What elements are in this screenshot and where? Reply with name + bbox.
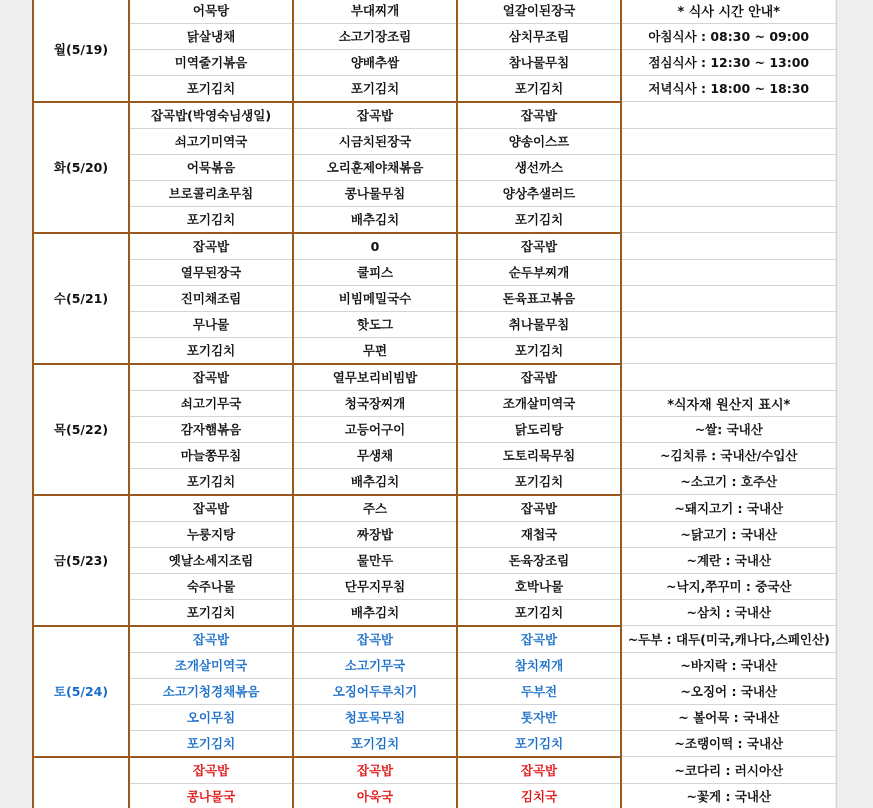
breakfast-item: 브로콜리초무침: [129, 180, 293, 206]
lunch-item: 잡곡밥: [293, 757, 457, 784]
breakfast-item: 무나물: [129, 311, 293, 337]
lunch-item: 단무지무침: [293, 573, 457, 599]
breakfast-item: 누룽지탕: [129, 521, 293, 547]
info-empty-cell: [621, 128, 836, 154]
lunch-item: 비빔메밀국수: [293, 285, 457, 311]
dinner-item: 포기김치: [457, 206, 621, 233]
breakfast-item: 쇠고기무국: [129, 390, 293, 416]
breakfast-item: 오이무침: [129, 704, 293, 730]
lunch-item: 소고기무국: [293, 652, 457, 678]
menu-row: [33, 233, 836, 260]
origin-item: ~코다리 : 러시아산: [621, 757, 836, 784]
dinner-item: 재첩국: [457, 521, 621, 547]
lunch-item: 배추김치: [293, 599, 457, 626]
breakfast-item: 조개살미역국: [129, 652, 293, 678]
dinner-item: 잡곡밥: [457, 626, 621, 653]
dinner-item: 얼갈이된장국: [457, 0, 621, 23]
origin-item: ~바지락 : 국내산: [621, 652, 836, 678]
left-margin: [0, 0, 32, 808]
origin-item: ~김치류 : 국내산/수입산: [621, 442, 836, 468]
breakfast-item: 포기김치: [129, 599, 293, 626]
meal-time-item: 저녁식사 : 18:00 ~ 18:30: [621, 75, 836, 102]
menu-row: [33, 23, 836, 49]
breakfast-item: 미역줄기볶음: [129, 49, 293, 75]
weekly-menu-table: [32, 0, 837, 808]
dinner-item: 양송이스프: [457, 128, 621, 154]
origin-item: ~두부 : 대두(미국,캐나다,스페인산): [621, 626, 836, 653]
breakfast-item: 어묵볶음: [129, 154, 293, 180]
breakfast-item: 잡곡밥: [129, 364, 293, 391]
breakfast-item: 마늘쫑무침: [129, 442, 293, 468]
menu-row: [33, 49, 836, 75]
breakfast-item: 잡곡밥: [129, 495, 293, 522]
menu-row: [33, 599, 836, 626]
dinner-item: 조개살미역국: [457, 390, 621, 416]
dinner-item: 양상추샐러드: [457, 180, 621, 206]
origin-item: ~닭고기 : 국내산: [621, 521, 836, 547]
menu-row: [33, 259, 836, 285]
dinner-item: 돈육표고볶음: [457, 285, 621, 311]
menu-row: [33, 573, 836, 599]
origin-item: ~돼지고기 : 국내산: [621, 495, 836, 522]
meal-time-title: * 식사 시간 안내*: [621, 0, 836, 23]
breakfast-item: 잡곡밥: [129, 233, 293, 260]
menu-row: [33, 495, 836, 522]
info-empty-cell: [621, 311, 836, 337]
lunch-item: 소고기장조림: [293, 23, 457, 49]
lunch-item: 포기김치: [293, 730, 457, 757]
menu-row: [33, 311, 836, 337]
origin-item: ~쌀: 국내산: [621, 416, 836, 442]
breakfast-item: 열무된장국: [129, 259, 293, 285]
menu-row: [33, 285, 836, 311]
breakfast-item: 숙주나물: [129, 573, 293, 599]
info-empty-cell: [621, 285, 836, 311]
breakfast-item: 잡곡밥: [129, 757, 293, 784]
lunch-item: 오리훈제야채볶음: [293, 154, 457, 180]
breakfast-item: 감자햄볶음: [129, 416, 293, 442]
lunch-item: 핫도그: [293, 311, 457, 337]
lunch-item: 고등어구이: [293, 416, 457, 442]
breakfast-item: 포기김치: [129, 206, 293, 233]
day-label: [33, 757, 129, 808]
breakfast-item: 포기김치: [129, 75, 293, 102]
dinner-item: 삼치무조림: [457, 23, 621, 49]
info-empty-cell: [621, 364, 836, 391]
info-empty-cell: [621, 102, 836, 129]
dinner-item: 김치국: [457, 783, 621, 808]
lunch-item: 잡곡밥: [293, 102, 457, 129]
breakfast-item: 옛날소세지조림: [129, 547, 293, 573]
lunch-item: 주스: [293, 495, 457, 522]
lunch-item: 청국장찌개: [293, 390, 457, 416]
dinner-item: 호박나물: [457, 573, 621, 599]
lunch-item: 부대찌개: [293, 0, 457, 23]
menu-row: [33, 128, 836, 154]
menu-row: [33, 678, 836, 704]
menu-row: [33, 337, 836, 364]
origin-item: ~꽃게 : 국내산: [621, 783, 836, 808]
menu-row: [33, 180, 836, 206]
lunch-item: 잡곡밥: [293, 626, 457, 653]
meal-time-item: 아침식사 : 08:30 ~ 09:00: [621, 23, 836, 49]
info-empty-cell: [621, 259, 836, 285]
dinner-item: 잡곡밥: [457, 495, 621, 522]
info-empty-cell: [621, 180, 836, 206]
breakfast-item: 소고기청경채볶음: [129, 678, 293, 704]
breakfast-item: 쇠고기미역국: [129, 128, 293, 154]
menu-row: [33, 757, 836, 784]
breakfast-item: 포기김치: [129, 337, 293, 364]
lunch-item: 시금치된장국: [293, 128, 457, 154]
menu-row: [33, 75, 836, 102]
day-label: 토(5/24): [33, 626, 129, 757]
lunch-item: 오징어두루치기: [293, 678, 457, 704]
dinner-item: 포기김치: [457, 75, 621, 102]
info-empty-cell: [621, 233, 836, 260]
dinner-item: 톳자반: [457, 704, 621, 730]
menu-row: [33, 416, 836, 442]
lunch-item: 물만두: [293, 547, 457, 573]
dinner-item: 도토리묵무침: [457, 442, 621, 468]
menu-row: [33, 102, 836, 129]
meal-time-item: 점심식사 : 12:30 ~ 13:00: [621, 49, 836, 75]
origin-item: ~조랭이떡 : 국내산: [621, 730, 836, 757]
day-label: 금(5/23): [33, 495, 129, 626]
dinner-item: 참나물무침: [457, 49, 621, 75]
origin-item: ~삼치 : 국내산: [621, 599, 836, 626]
breakfast-item: 포기김치: [129, 468, 293, 495]
lunch-item: 배추김치: [293, 468, 457, 495]
info-empty-cell: [621, 206, 836, 233]
menu-row: [33, 704, 836, 730]
info-empty-cell: [621, 337, 836, 364]
lunch-item: 짜장밥: [293, 521, 457, 547]
origin-title: *식자재 원산지 표시*: [621, 390, 836, 416]
lunch-item: 콩나물무침: [293, 180, 457, 206]
day-label: 수(5/21): [33, 233, 129, 364]
dinner-item: 포기김치: [457, 337, 621, 364]
dinner-item: 순두부찌개: [457, 259, 621, 285]
day-label: 화(5/20): [33, 102, 129, 233]
lunch-item: 무생채: [293, 442, 457, 468]
dinner-item: 포기김치: [457, 468, 621, 495]
day-label: 목(5/22): [33, 364, 129, 495]
menu-row: [33, 547, 836, 573]
dinner-item: 포기김치: [457, 730, 621, 757]
breakfast-item: 콩나물국: [129, 783, 293, 808]
lunch-item: 청포묵무침: [293, 704, 457, 730]
menu-row: [33, 521, 836, 547]
breakfast-item: 잡곡밥(박영숙님생일): [129, 102, 293, 129]
menu-row: [33, 626, 836, 653]
lunch-item: 쿨피스: [293, 259, 457, 285]
menu-row: [33, 364, 836, 391]
breakfast-item: 닭살냉채: [129, 23, 293, 49]
breakfast-item: 진미채조림: [129, 285, 293, 311]
dinner-item: 돈육장조림: [457, 547, 621, 573]
menu-row: [33, 442, 836, 468]
lunch-item: 배추김치: [293, 206, 457, 233]
dinner-item: 잡곡밥: [457, 102, 621, 129]
dinner-item: 생선까스: [457, 154, 621, 180]
breakfast-item: 잡곡밥: [129, 626, 293, 653]
menu-row: [33, 652, 836, 678]
dinner-item: 두부전: [457, 678, 621, 704]
menu-row: [33, 783, 836, 808]
menu-row: [33, 730, 836, 757]
right-margin: [835, 0, 873, 808]
menu-row: [33, 206, 836, 233]
origin-item: ~오징어 : 국내산: [621, 678, 836, 704]
lunch-item: 양배추쌈: [293, 49, 457, 75]
dinner-item: 잡곡밥: [457, 364, 621, 391]
origin-item: ~계란 : 국내산: [621, 547, 836, 573]
dinner-item: 포기김치: [457, 599, 621, 626]
dinner-item: 닭도리탕: [457, 416, 621, 442]
lunch-item: 포기김치: [293, 75, 457, 102]
origin-item: ~ 볼어묵 : 국내산: [621, 704, 836, 730]
menu-row: [33, 468, 836, 495]
lunch-item: 아욱국: [293, 783, 457, 808]
breakfast-item: 어묵탕: [129, 0, 293, 23]
dinner-item: 잡곡밥: [457, 233, 621, 260]
lunch-item: 0: [293, 233, 457, 260]
menu-row: [33, 154, 836, 180]
lunch-item: 열무보리비빔밥: [293, 364, 457, 391]
dinner-item: 잡곡밥: [457, 757, 621, 784]
dinner-item: 참치찌개: [457, 652, 621, 678]
menu-row: [33, 390, 836, 416]
day-label: 월(5/19): [33, 0, 129, 102]
origin-item: ~소고기 : 호주산: [621, 468, 836, 495]
origin-item: ~낙지,쭈꾸미 : 중국산: [621, 573, 836, 599]
breakfast-item: 포기김치: [129, 730, 293, 757]
dinner-item: 취나물무침: [457, 311, 621, 337]
info-empty-cell: [621, 154, 836, 180]
lunch-item: 무편: [293, 337, 457, 364]
menu-row: [33, 0, 836, 23]
